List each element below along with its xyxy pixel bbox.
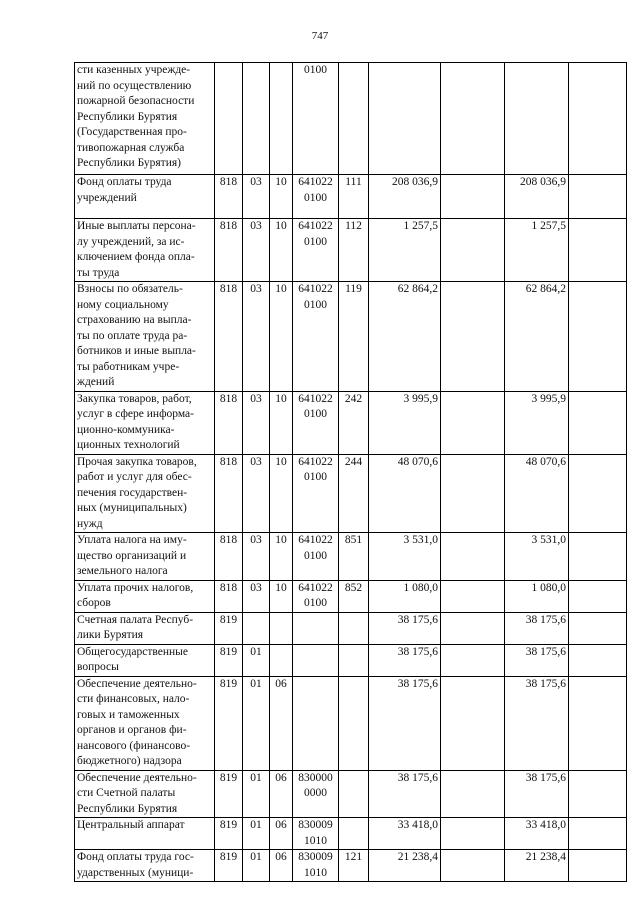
cell-change (441, 676, 505, 770)
cell-blank (569, 770, 627, 818)
cell-blank (569, 175, 627, 219)
cell-change (441, 175, 505, 219)
cell-section: 01 (243, 644, 270, 676)
cell-total: 3 531,0 (505, 533, 569, 581)
cell-subsection: 10 (270, 580, 293, 612)
cell-blank (569, 580, 627, 612)
cell-target-article (293, 612, 339, 644)
cell-blank (569, 644, 627, 676)
cell-amount: 48 070,6 (369, 454, 441, 533)
cell-change (441, 850, 505, 882)
cell-change (441, 282, 505, 392)
table-row (75, 282, 627, 392)
cell-section (243, 612, 270, 644)
cell-amount: 1 080,0 (369, 580, 441, 612)
cell-grbs: 819 (215, 818, 243, 850)
cell-blank (569, 391, 627, 454)
cell-change (441, 770, 505, 818)
cell-total: 38 175,6 (505, 676, 569, 770)
cell-expense-type (339, 63, 369, 175)
cell-blank (569, 282, 627, 392)
cell-name: Центральный аппарат (75, 818, 215, 850)
cell-subsection: 06 (270, 818, 293, 850)
cell-amount: 38 175,6 (369, 770, 441, 818)
cell-section: 03 (243, 175, 270, 219)
cell-expense-type (339, 676, 369, 770)
cell-total: 33 418,0 (505, 818, 569, 850)
cell-target-article: 641022 0100 (293, 391, 339, 454)
cell-name: Обеспечение деятельно- сти Счетной палаты Республики Бурятия (75, 770, 215, 818)
cell-amount: 3 531,0 (369, 533, 441, 581)
cell-target-article: 641022 0100 (293, 454, 339, 533)
cell-blank (569, 676, 627, 770)
table-row (75, 63, 627, 175)
cell-expense-type (339, 770, 369, 818)
cell-subsection: 10 (270, 391, 293, 454)
cell-expense-type: 119 (339, 282, 369, 392)
cell-grbs: 819 (215, 676, 243, 770)
cell-name: Фонд оплаты труда учреждений (75, 175, 215, 219)
cell-total: 208 036,9 (505, 175, 569, 219)
cell-total: 62 864,2 (505, 282, 569, 392)
cell-grbs: 818 (215, 282, 243, 392)
table-row (75, 454, 627, 533)
cell-target-article: 641022 0100 (293, 175, 339, 219)
cell-target-article: 830009 1010 (293, 818, 339, 850)
cell-name: Обеспечение деятельно- сти финансовых, нало- говых и таможенных органов и органов фи- нансового (финансово- бюджетного) надзора (75, 676, 215, 770)
cell-total (505, 63, 569, 175)
cell-amount: 38 175,6 (369, 676, 441, 770)
cell-amount: 38 175,6 (369, 644, 441, 676)
cell-section: 03 (243, 219, 270, 282)
cell-grbs: 818 (215, 175, 243, 219)
cell-subsection: 06 (270, 770, 293, 818)
cell-subsection (270, 612, 293, 644)
cell-amount (369, 63, 441, 175)
table-row (75, 533, 627, 581)
table-row (75, 219, 627, 282)
cell-amount: 62 864,2 (369, 282, 441, 392)
table-row (75, 818, 627, 850)
cell-name: Уплата налога на иму- щество организаций и земельного налога (75, 533, 215, 581)
cell-section: 01 (243, 770, 270, 818)
cell-amount: 3 995,9 (369, 391, 441, 454)
cell-grbs (215, 63, 243, 175)
cell-grbs: 818 (215, 454, 243, 533)
cell-subsection (270, 63, 293, 175)
cell-target-article: 641022 0100 (293, 282, 339, 392)
cell-grbs: 818 (215, 391, 243, 454)
cell-name: Фонд оплаты труда гос- ударственных (муници- (75, 850, 215, 882)
cell-name: Закупка товаров, работ, услуг в сфере информа- ционно-коммуника- ционных технологий (75, 391, 215, 454)
cell-grbs: 819 (215, 612, 243, 644)
cell-blank (569, 454, 627, 533)
table-row (75, 850, 627, 882)
cell-name: Уплата прочих налогов, сборов (75, 580, 215, 612)
cell-name: сти казенных учрежде- ний по осуществлению пожарной безопасности Республики Бурятия (Государственная про- тивопожарная служба Республики Бурятия) (75, 63, 215, 175)
cell-change (441, 818, 505, 850)
cell-amount: 33 418,0 (369, 818, 441, 850)
cell-expense-type (339, 644, 369, 676)
cell-target-article: 641022 0100 (293, 533, 339, 581)
cell-expense-type (339, 818, 369, 850)
cell-section (243, 63, 270, 175)
cell-blank (569, 533, 627, 581)
cell-subsection: 10 (270, 282, 293, 392)
cell-section: 03 (243, 282, 270, 392)
cell-change (441, 612, 505, 644)
cell-section: 03 (243, 454, 270, 533)
cell-total: 38 175,6 (505, 770, 569, 818)
table-row (75, 770, 627, 818)
cell-change (441, 391, 505, 454)
cell-subsection: 10 (270, 175, 293, 219)
cell-grbs: 819 (215, 644, 243, 676)
cell-grbs: 818 (215, 219, 243, 282)
cell-amount: 208 036,9 (369, 175, 441, 219)
cell-grbs: 819 (215, 770, 243, 818)
cell-expense-type: 851 (339, 533, 369, 581)
cell-target-article: 641022 0100 (293, 580, 339, 612)
table-row (75, 676, 627, 770)
cell-subsection: 10 (270, 219, 293, 282)
cell-total: 3 995,9 (505, 391, 569, 454)
cell-change (441, 644, 505, 676)
table-row (75, 391, 627, 454)
cell-expense-type: 244 (339, 454, 369, 533)
cell-change (441, 454, 505, 533)
cell-blank (569, 850, 627, 882)
budget-table (74, 62, 627, 882)
cell-subsection: 10 (270, 454, 293, 533)
cell-grbs: 818 (215, 580, 243, 612)
table-row (75, 644, 627, 676)
cell-blank (569, 612, 627, 644)
cell-amount: 38 175,6 (369, 612, 441, 644)
cell-expense-type: 121 (339, 850, 369, 882)
cell-name: Общегосударственные вопросы (75, 644, 215, 676)
cell-subsection: 06 (270, 676, 293, 770)
cell-change (441, 580, 505, 612)
cell-total: 38 175,6 (505, 612, 569, 644)
cell-name: Счетная палата Респуб- лики Бурятия (75, 612, 215, 644)
cell-expense-type: 112 (339, 219, 369, 282)
cell-name: Прочая закупка товаров, работ и услуг для обес- печения государствен- ных (муниципальных) нужд (75, 454, 215, 533)
cell-section: 03 (243, 391, 270, 454)
cell-change (441, 219, 505, 282)
table-row (75, 612, 627, 644)
cell-blank (569, 63, 627, 175)
cell-section: 01 (243, 818, 270, 850)
cell-expense-type: 111 (339, 175, 369, 219)
cell-amount: 1 257,5 (369, 219, 441, 282)
page-number: 747 (311, 30, 329, 42)
cell-section: 03 (243, 580, 270, 612)
cell-expense-type: 242 (339, 391, 369, 454)
cell-total: 21 238,4 (505, 850, 569, 882)
cell-blank (569, 219, 627, 282)
cell-change (441, 63, 505, 175)
cell-target-article: 641022 0100 (293, 219, 339, 282)
cell-target-article: 830009 1010 (293, 850, 339, 882)
cell-total: 1 257,5 (505, 219, 569, 282)
cell-total: 38 175,6 (505, 644, 569, 676)
cell-total: 48 070,6 (505, 454, 569, 533)
cell-name: Иные выплаты персона- лу учреждений, за ис- ключением фонда опла- ты труда (75, 219, 215, 282)
cell-target-article: 830000 0000 (293, 770, 339, 818)
cell-blank (569, 818, 627, 850)
cell-expense-type: 852 (339, 580, 369, 612)
cell-subsection: 06 (270, 850, 293, 882)
cell-subsection (270, 644, 293, 676)
cell-amount: 21 238,4 (369, 850, 441, 882)
cell-section: 01 (243, 850, 270, 882)
cell-change (441, 533, 505, 581)
cell-grbs: 818 (215, 533, 243, 581)
cell-section: 01 (243, 676, 270, 770)
table-row (75, 580, 627, 612)
cell-target-article (293, 676, 339, 770)
cell-total: 1 080,0 (505, 580, 569, 612)
cell-target-article: 0100 (293, 63, 339, 175)
cell-subsection: 10 (270, 533, 293, 581)
cell-grbs: 819 (215, 850, 243, 882)
cell-name: Взносы по обязатель- ному социальному страхованию на выпла- ты по оплате труда ра- ботников и иные выпла- ты работникам учре- ждений (75, 282, 215, 392)
cell-section: 03 (243, 533, 270, 581)
cell-target-article (293, 644, 339, 676)
table-row (75, 175, 627, 219)
cell-expense-type (339, 612, 369, 644)
